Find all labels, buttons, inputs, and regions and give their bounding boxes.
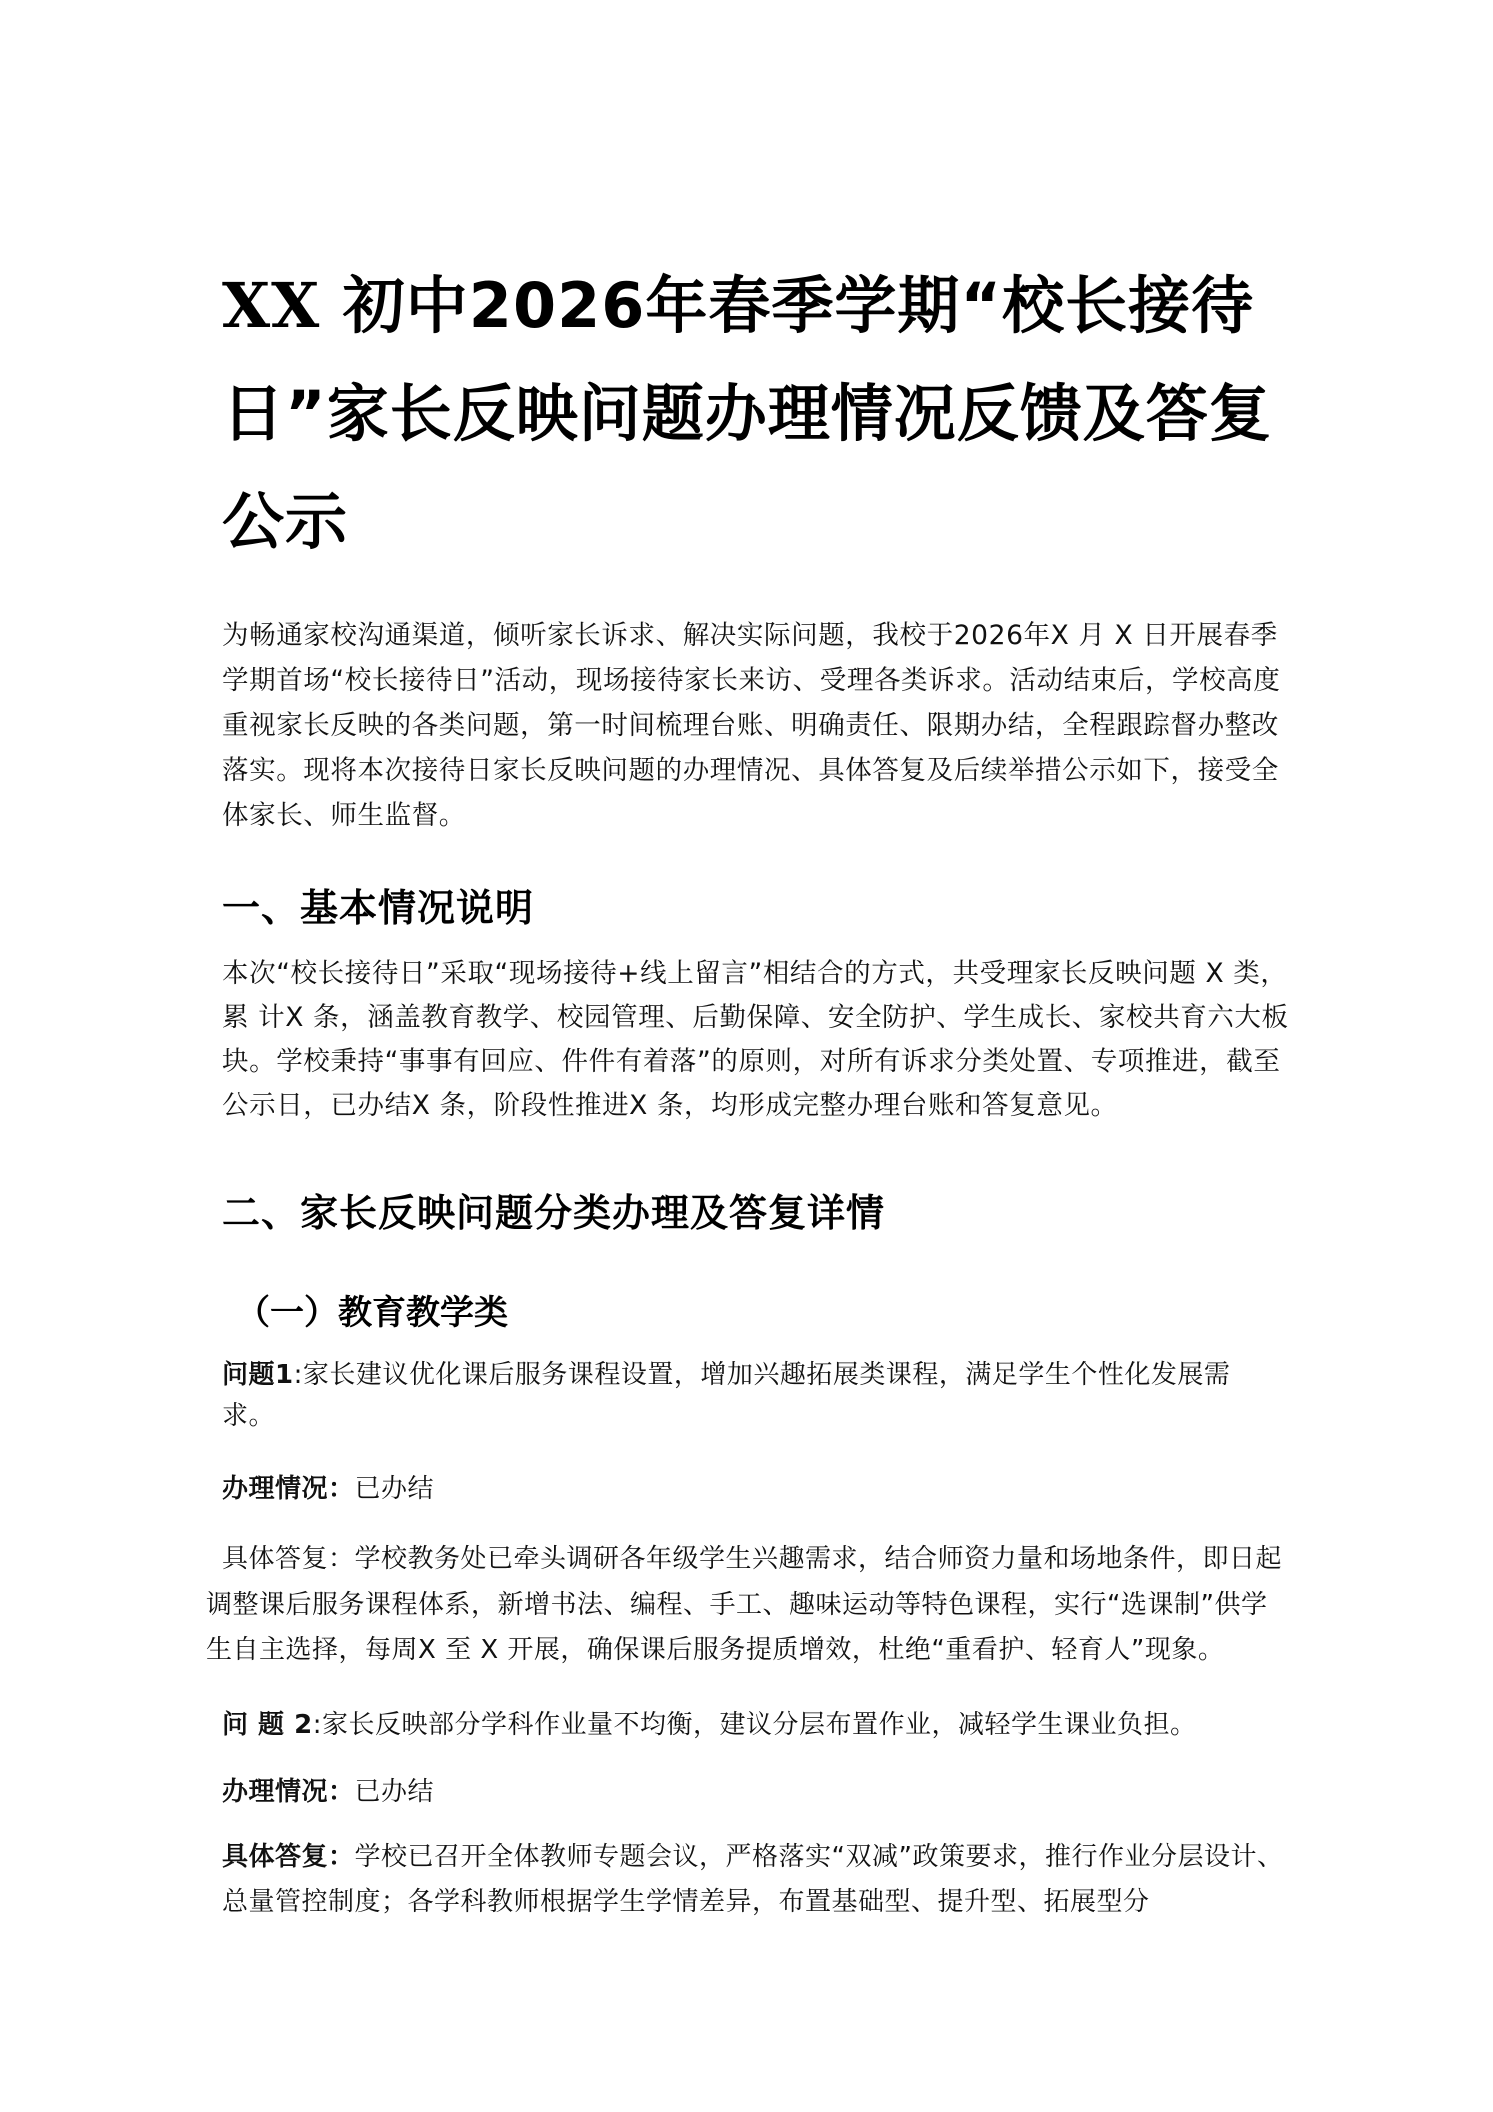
issue-1-label: 问题1 (222, 1360, 294, 1390)
issue-2-label: 问 题 2 (222, 1710, 313, 1740)
issue-1-status-label: 办理情况： (222, 1474, 355, 1504)
section-heading-basic-info: 一、基本情况说明 (222, 886, 535, 930)
issue-2-reply-label: 具体答复： (222, 1842, 355, 1872)
subsection-heading-teaching: （一）教育教学类 (236, 1293, 508, 1333)
document-title (222, 252, 1282, 576)
issue-2-reply-text: 学校已召开全体教师专题会议，严格落实“双减”政策要求，推行作业分层设计、总量管控制度；各学科教师根据学生学情差异，布置基础型、提升型、拓展型分 (222, 1842, 1284, 1917)
issue-1-status-value: 已办结 (354, 1474, 435, 1504)
issue-2-status-value: 已办结 (354, 1777, 435, 1807)
issue-1-reply-text: 学校教务处已牵头调研各年级学生兴趣需求，结合师资力量和场地条件，即日起调整课后服务课程体系，新增书法、编程、手工、趣味运动等特色课程，实行“选课制”供学生自主选择，每周X 至 X 开展，确保课后服务提质增效，杜绝“重看护、轻育人”现象。 (206, 1544, 1283, 1665)
title-prefix: XX (222, 269, 321, 342)
issue-1-question (222, 1355, 1282, 1437)
intro-paragraph: 为畅通家校沟通渠道，倾听家长诉求、解决实际问题，我校于2026年X 月 X 日开展春季学期首场“校长接待日”活动，现场接待家长来访、受理各类诉求。活动结束后，学校高度重视家长反映的各类问题，第一时间梳理台账、明确责任、限期办结，全程跟踪督办整改落实。现将本次接待日家长反映问题的办理情况、具体答复及后续举措公示如下，接受全体家长、师生监督。 (222, 620, 1281, 831)
issue-2-status-label: 办理情况： (222, 1777, 355, 1807)
issue-2-text: :家长反映部分学科作业量不均衡，建议分层布置作业，减轻学生课业负担。 (312, 1710, 1197, 1740)
section-heading-issue-details: 二、家长反映问题分类办理及答复详情 (222, 1191, 886, 1235)
issue-2-status (222, 1772, 1282, 1813)
title-text: 初中2026年春季学期“校长接待日”家长反映问题办理情况反馈及答复公示 (222, 269, 1272, 558)
issue-1-reply-label: 具体答复： (222, 1544, 355, 1574)
issue-2-reply (222, 1835, 1294, 1925)
issue-1-text: :家长建议优化课后服务课程设置，增加兴趣拓展类课程，满足学生个性化发展需求。 (222, 1360, 1231, 1431)
basic-info-paragraph: 本次“校长接待日”采取“现场接待+线上留言”相结合的方式，共受理家长反映问题 X 类，累 计X 条，涵盖教育教学、校园管理、后勤保障、安全防护、学生成长、家校共育六大板块。学校秉持“事事有回应、件件有着落”的原则，对所有诉求分类处置、专项推进，截至公示日，已办结X 条，阶段性推进X 条，均形成完整办理台账和答复意见。 (222, 958, 1289, 1121)
issue-1-reply (206, 1537, 1286, 1674)
issue-2-question (222, 1705, 1282, 1746)
issue-1-status (222, 1469, 1282, 1510)
